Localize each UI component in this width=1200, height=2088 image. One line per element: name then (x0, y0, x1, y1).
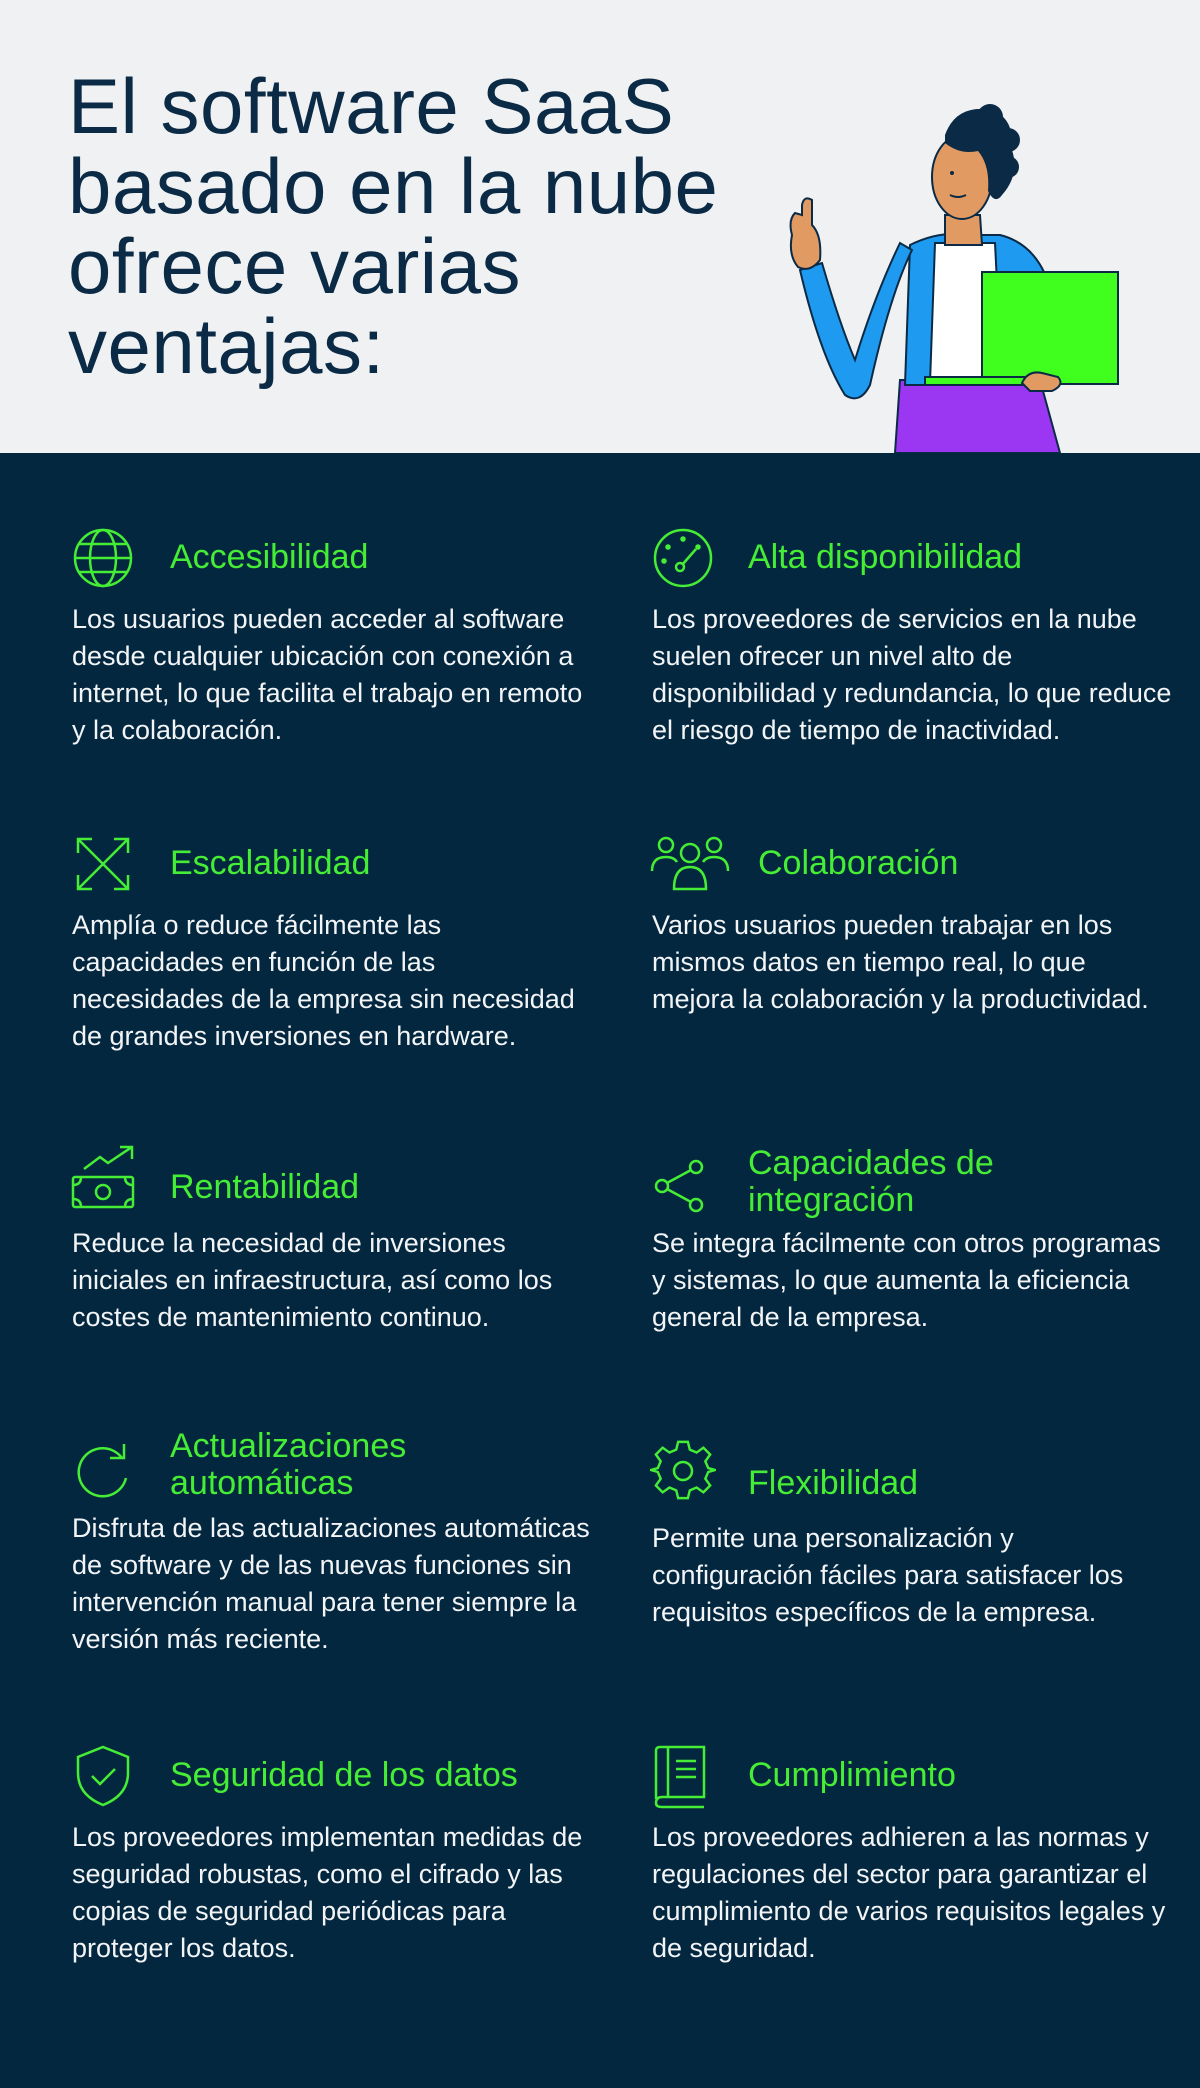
feature-description: Reduce la necesidad de inversiones iniciales en infraestructura, así como los costes de mantenimiento continuo. (72, 1228, 553, 1332)
gauge-icon (650, 525, 716, 591)
feature-description: Los proveedores implementan medidas de seguridad robustas, como el cifrado y las copias de seguridad periódicas para proteger los datos. (72, 1822, 583, 1963)
feature-description: Permite una personalización y configuración fáciles para satisfacer los requisitos específicos de la empresa. (652, 1523, 1124, 1627)
gear-icon (650, 1438, 716, 1504)
feature-title: Accesibilidad (170, 538, 369, 576)
feature-title: Escalabilidad (170, 844, 371, 882)
feature-description: Varios usuarios pueden trabajar en los mismos datos en tiempo real, lo que mejora la colaboración y la productividad. (652, 910, 1149, 1014)
person-with-laptop-illustration (740, 95, 1130, 453)
book-icon (650, 1743, 716, 1809)
feature-description: Disfruta de las actualizaciones automáticas de software y de las nuevas funciones sin intervención manual para tener siempre la versión más reciente. (72, 1513, 590, 1654)
feature-description: Amplía o reduce fácilmente las capacidades en función de las necesidades de la empresa sin necesidad de grandes inversiones en hardware. (72, 910, 575, 1051)
expand-arrows-icon (70, 831, 136, 897)
feature-title: Rentabilidad (170, 1168, 360, 1206)
feature-title: Colaboración (758, 844, 959, 882)
feature-description: Se integra fácilmente con otros programas y sistemas, lo que aumenta la eficiencia general de la empresa. (652, 1228, 1161, 1332)
globe-icon (70, 525, 136, 591)
feature-description: Los usuarios pueden acceder al software desde cualquier ubicación con conexión a internet, lo que facilita el trabajo en remoto y la colaboración. (72, 604, 583, 745)
feature-description: Los proveedores adhieren a las normas y regulaciones del sector para garantizar el cumplimiento de varios requisitos legales y de seguridad. (652, 1822, 1166, 1963)
share-nodes-icon (650, 1153, 716, 1219)
feature-title: Seguridad de los datos (170, 1756, 518, 1794)
shield-check-icon (70, 1743, 136, 1809)
feature-title: Alta disponibilidad (748, 538, 1023, 576)
feature-title: Flexibilidad (748, 1464, 919, 1502)
header-section (0, 0, 1200, 453)
money-growth-icon (70, 1145, 136, 1211)
users-group-icon (650, 831, 730, 897)
feature-title: Capacidades de integración (748, 1144, 994, 1219)
page-title: El software SaaS basado en la nube ofrece varias ventajas: (68, 62, 719, 390)
feature-description: Los proveedores de servicios en la nube suelen ofrecer un nivel alto de disponibilidad y redundancia, lo que reduce el riesgo de tiempo de inactividad. (652, 604, 1172, 745)
features-section (0, 453, 1200, 2088)
feature-title: Cumplimiento (748, 1756, 956, 1794)
feature-title: Actualizaciones automáticas (170, 1427, 407, 1502)
refresh-icon (70, 1438, 136, 1504)
